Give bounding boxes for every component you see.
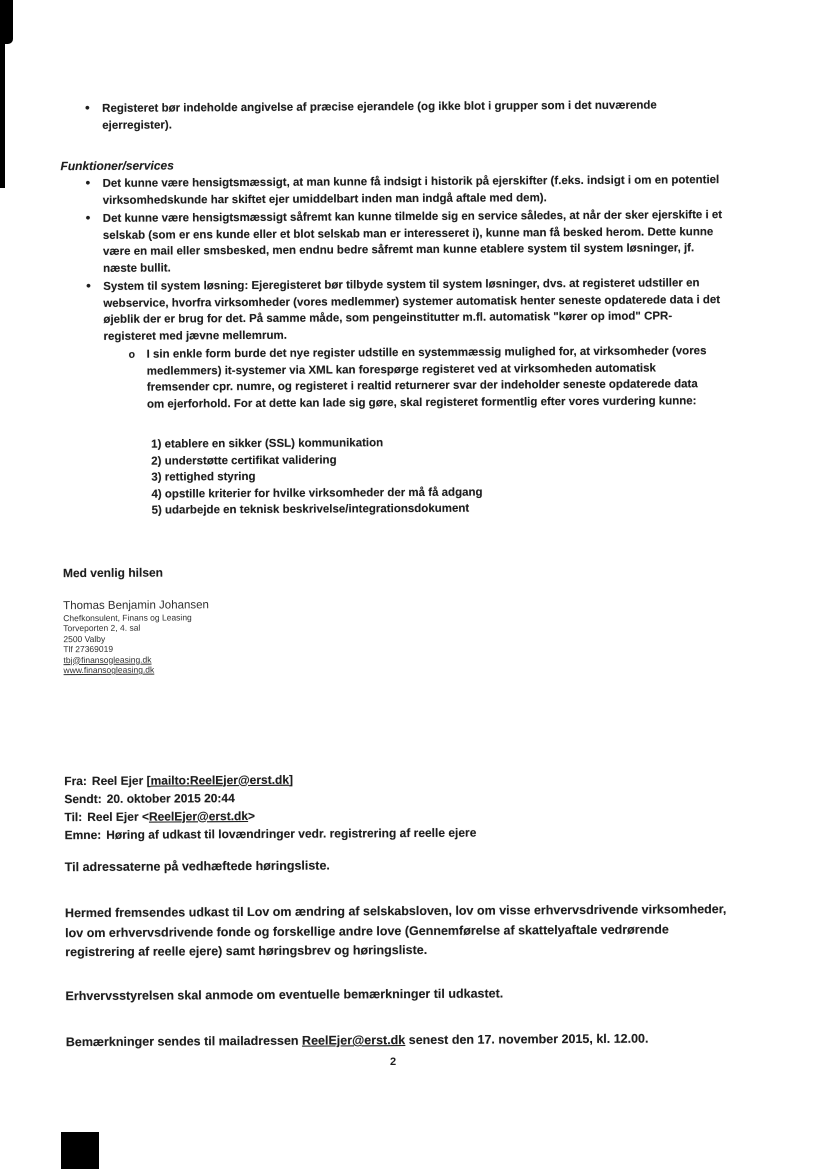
email-paragraph-2: Erhvervsstyrelsen skal anmode om eventuelle bemærkninger til udkastet. — [65, 985, 504, 1003]
bullet-item: • System til system løsning: Ejeregisteret bør tilbyde system til system løsninger, dvs. at registeret udstiller en webservice, hvorfra virksomheder (vores medlemmer) systemer automatisk henter seneste opdaterede data i det øjeblik der er brug for det. På samme måde, som pengeinstitutter m.fl. automatisk "kører op imod" CPR-registeret med jævne mellemrum. — [83, 275, 723, 345]
signature-name: Thomas Benjamin Johansen — [63, 598, 209, 612]
subject-value: Høring af udkast til lovændringer vedr. registrering af reelle ejere — [106, 825, 477, 842]
numbered-item: 3) rettighed styring — [151, 470, 256, 484]
email-deadline-line — [66, 1029, 738, 1053]
funktioner-bullet-list — [83, 172, 724, 345]
to-label: Til: — [64, 809, 83, 824]
deadline-text-post: senest den 17. november 2015, kl. 12.00. — [405, 1031, 649, 1048]
to-value-suffix: > — [247, 808, 256, 823]
deadline-text-pre: Bemærkninger sendes til mailadressen — [65, 1033, 303, 1050]
sub-bullet-list — [129, 343, 717, 413]
page-number: 2 — [389, 1056, 397, 1068]
signature-address-line1: Torveporten 2, 4. sal — [63, 622, 141, 634]
scan-artifact-bottom-left — [61, 1132, 99, 1169]
numbered-item: 5) udarbejde en teknisk beskrivelse/integrationsdokument — [151, 502, 470, 517]
from-value-suffix: ] — [288, 772, 294, 787]
sent-label: Sendt: — [64, 791, 102, 806]
numbered-item: 2) understøtte certifikat validering — [151, 453, 337, 468]
from-value: Reel Ejer [ — [91, 773, 151, 788]
to-value: Reel Ejer < — [87, 809, 149, 824]
subject-label: Emne: — [64, 827, 102, 842]
sub-bullet-item: o I sin enkle form burde det nye register udstille en systemmæssig mulighed for, at virksomheder (vores medlemmers) it-systemer via XML kan forespørge registeret ved at virksomheden automatisk fremsender cpr. numre, og registeret i realtid returnerer svar der indeholder seneste opdaterede data om ejerforhold. For at dette kan lade sig gøre, skal registeret formentlig efter vores vurdering kunne: — [129, 343, 717, 413]
signature-title: Chefkonsulent, Finans og Leasing — [63, 611, 192, 623]
signature-closing: Med venlig hilsen — [62, 565, 164, 580]
signature-block — [63, 561, 826, 676]
numbered-list — [151, 432, 825, 519]
from-mailto-link[interactable]: mailto:ReelEjer@erst.dk — [150, 772, 290, 788]
from-label: Fra: — [64, 773, 87, 788]
intro-bullet-list — [82, 97, 722, 134]
to-email-link[interactable]: ReelEjer@erst.dk — [148, 808, 249, 824]
section-heading: Funktioner/services — [60, 158, 174, 174]
signature-phone: Tlf 27369019 — [63, 643, 114, 655]
email-paragraph-1: Hermed fremsendes udkast til Lov om ændring af selskabsloven, lov om visse erhvervsdrivende virksomheder, lov om erhvervsdrivende fonde og forskellige andre love (Gennemførelse af skattelyaftale vedrørende registrering af reelle ejere) samt høringsbrev og høringsliste. — [64, 902, 727, 960]
bullet-item: • Det kunne være hensigtsmæssigt, at man kunne få indsigt i historik på ejerskifter (f.eks. indsigt i om en potentiel virksomhedskunde har skiftet ejer umiddelbart inden man indgå aftale med dem). — [83, 172, 723, 209]
sent-value: 20. oktober 2015 20:44 — [106, 790, 235, 806]
numbered-item: 4) opstille kriterier for hvilke virksomheder der må få adgang — [151, 486, 483, 501]
bullet-item: • Registeret bør indeholde angivelse af præcise ejerandele (og ikke blot i grupper som i det nuværende ejerregister). — [82, 97, 722, 134]
bullet-item: • Det kunne være hensigtsmæssigt såfremt kan kunne tilmelde sig en service således, at når der sker ejerskifte i et selskab (som er ens kunde eller et blot selskab man er interesseret i), kunne man få besked herom. Dette kunne være en mail eller smsbesked, men endnu bedre såfremt man kunne etablere system til system løsninger, jf. næste bullit. — [83, 207, 723, 277]
signature-address-line2: 2500 Valby — [63, 633, 106, 644]
email-header-block — [64, 767, 826, 844]
signature-website-link[interactable]: www.finansogleasing.dk — [63, 664, 155, 676]
signature-email-link[interactable]: tbj@finansogleasing.dk — [63, 654, 152, 665]
email-greeting: Til adressaterne på vedhæftede høringsliste. — [64, 858, 330, 874]
deadline-email-link[interactable]: ReelEjer@erst.dk — [301, 1033, 406, 1048]
numbered-item: 1) etablere en sikker (SSL) kommunikation — [151, 437, 384, 451]
